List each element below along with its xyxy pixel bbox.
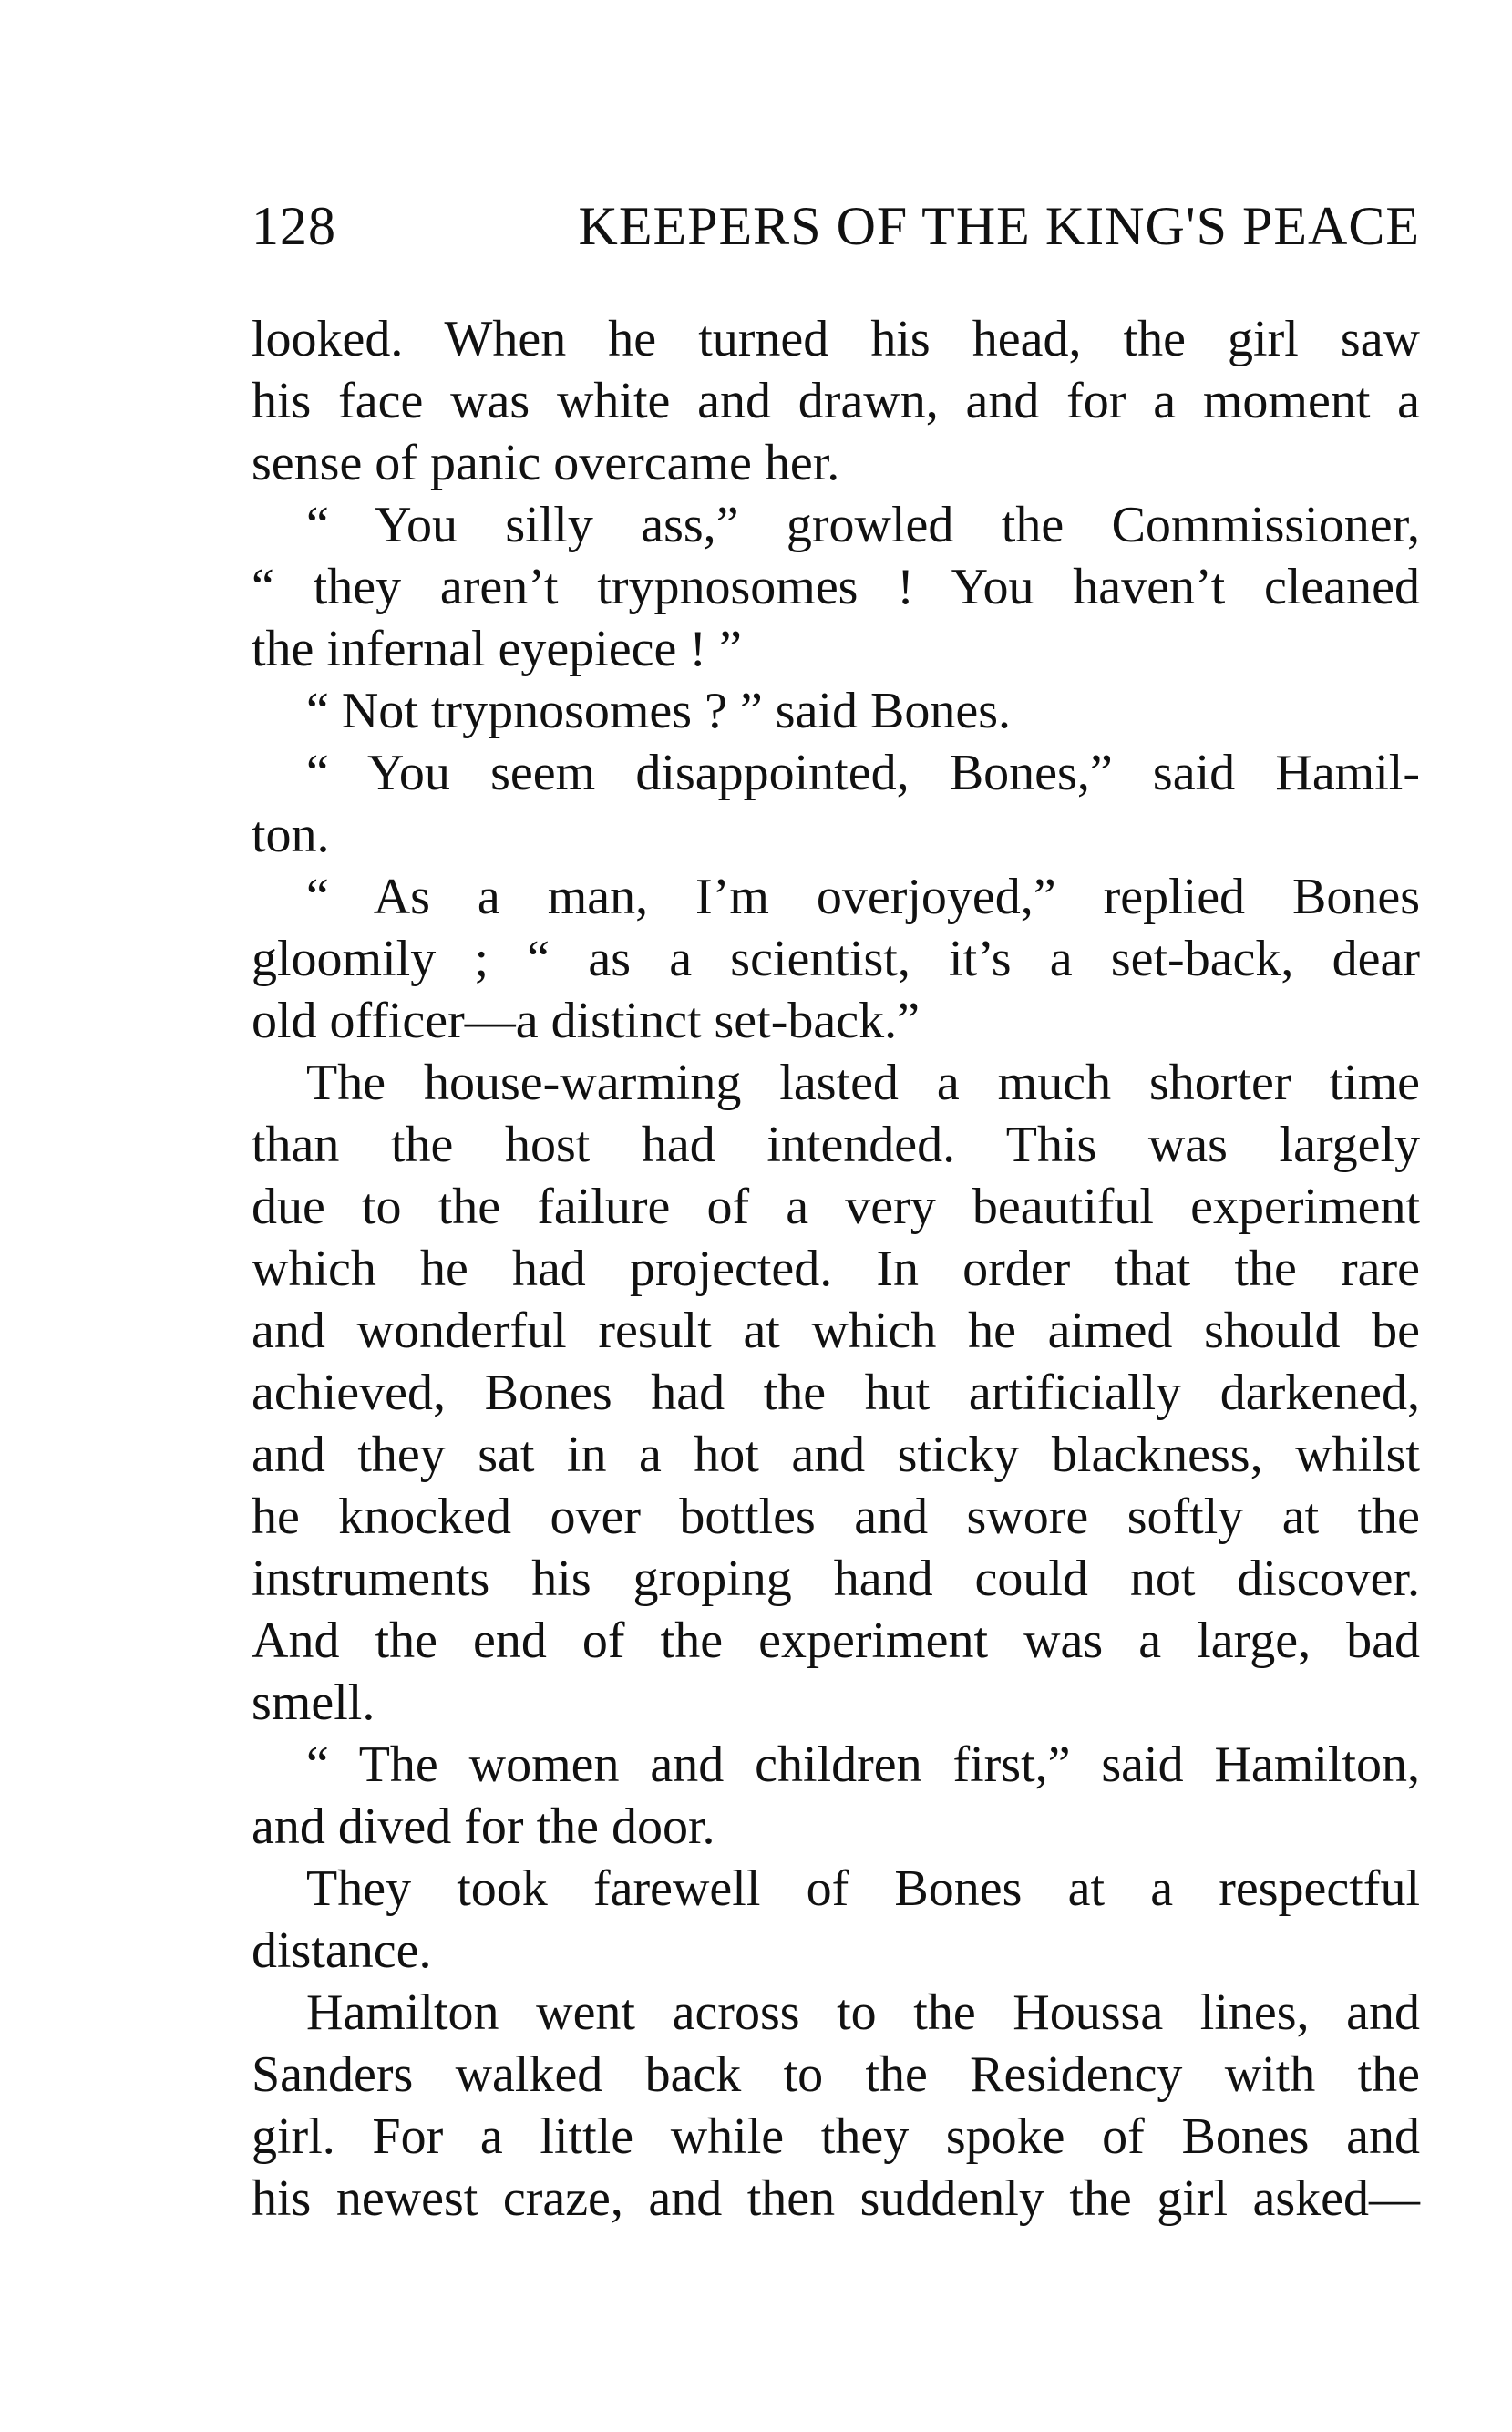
text-line: his face was white and drawn, and for a moment a [252,373,1420,429]
text-line: “ The women and children first,” said Hamilton, [306,1736,1420,1793]
text-line: and wonderful result at which he aimed should be [252,1303,1420,1359]
running-head [252,193,1420,259]
text-line: his newest craze, and then suddenly the girl asked— [252,2170,1420,2227]
text-line: smell. [252,1675,375,1731]
text-line: he knocked over bottles and swore softly at the [252,1489,1420,1545]
text-line: looked. When he turned his head, the girl saw [252,311,1420,367]
text-line: Hamilton went across to the Houssa lines, and [306,1984,1420,2041]
text-line: than the host had intended. This was largely [252,1117,1420,1173]
text-line: due to the failure of a very beautiful experiment [252,1179,1420,1235]
text-line: and dived for the door. [252,1798,715,1855]
text-line: The house-warming lasted a much shorter time [306,1055,1420,1111]
text-line: And the end of the experiment was a large, bad [252,1613,1420,1669]
text-line: which he had projected. In order that the rare [252,1241,1420,1297]
text-line: girl. For a little while they spoke of Bones and [252,2108,1420,2165]
text-line: “ As a man, I’m overjoyed,” replied Bones [306,869,1420,925]
text-line: “ You silly ass,” growled the Commissioner, [306,497,1420,553]
text-line: sense of panic overcame her. [252,435,840,491]
text-line: “ they aren’t trypnosomes ! You haven’t cleaned [252,559,1420,615]
text-line: They took farewell of Bones at a respectful [306,1860,1420,1917]
text-line: instruments his groping hand could not discover. [252,1551,1420,1607]
running-title: KEEPERS OF THE KING'S PEACE [578,196,1420,256]
text-line: gloomily ; “ as a scientist, it’s a set-back, dear [252,931,1420,987]
text-line: “ Not trypnosomes ? ” said Bones. [306,683,1011,739]
text-line: achieved, Bones had the hut artificially darkened, [252,1365,1420,1421]
page-number: 128 [252,196,336,256]
text-line: the infernal eyepiece ! ” [252,621,742,677]
text-line: Sanders walked back to the Residency with the [252,2046,1420,2103]
text-line: ton. [252,807,330,863]
text-line: old officer—a distinct set-back.” [252,993,920,1049]
text-line: and they sat in a hot and sticky blackness, whilst [252,1427,1420,1483]
text-line: “ You seem disappointed, Bones,” said Hamil- [306,745,1420,801]
text-line: distance. [252,1922,432,1979]
